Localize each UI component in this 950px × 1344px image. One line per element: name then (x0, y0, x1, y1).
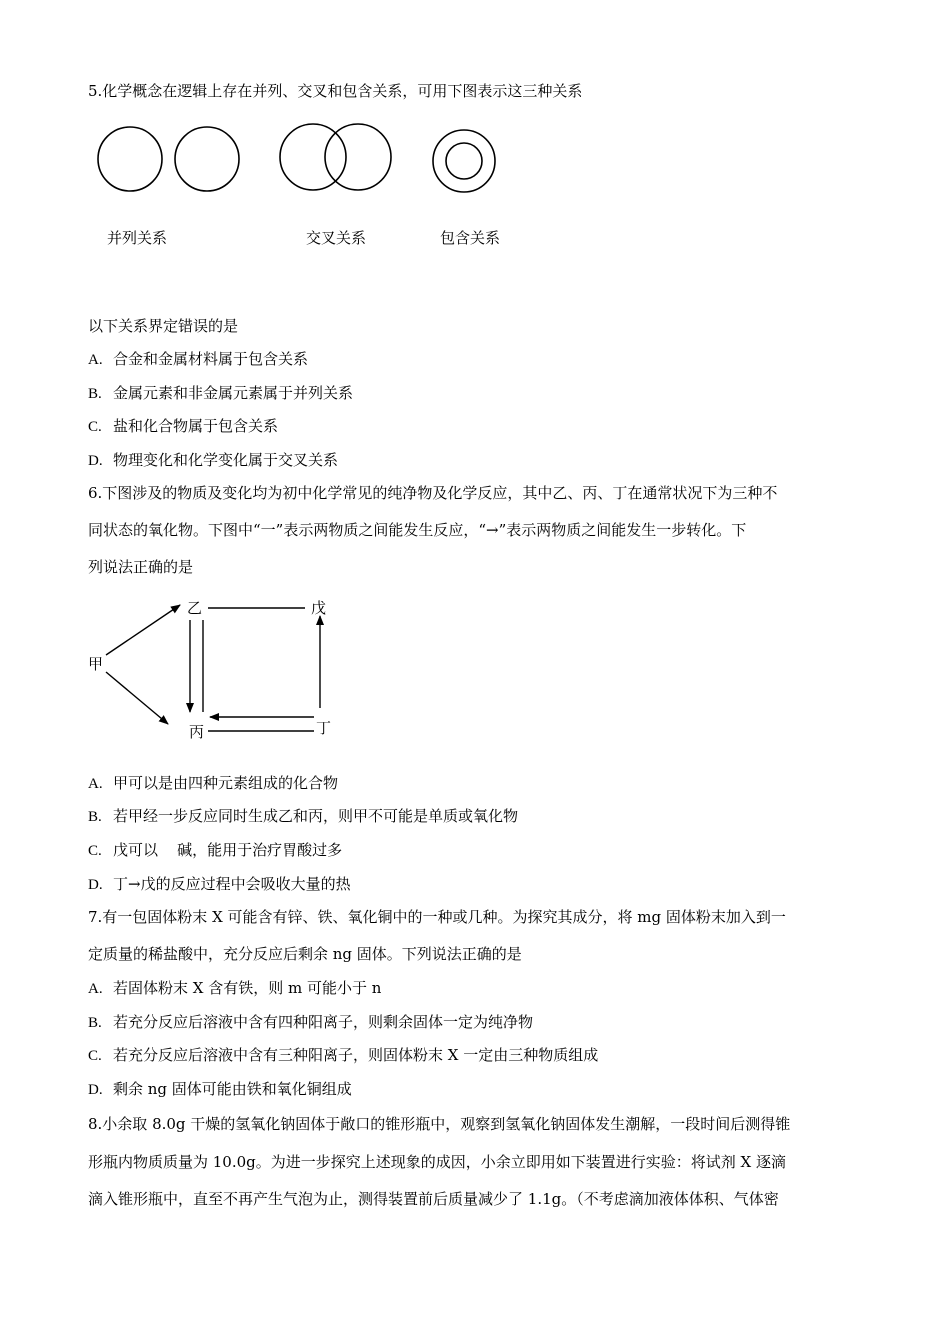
node-wu: 戊 (311, 599, 327, 617)
q6-stem-line3: 列说法正确的是 (88, 558, 194, 576)
q5-option-d: D. 物理变化和化学变化属于交叉关系 (88, 451, 339, 469)
q6-stem-line1: 6.下图涉及的物质及变化均为初中化学常见的纯净物及化学反应，其中乙、丙、丁在通常状况下为三种不 (88, 484, 778, 502)
q7-stem-line2: 定质量的稀盐酸中，充分反应后剩余 ng 固体。下列说法正确的是 (88, 945, 522, 963)
q7-stem-line1: 7.有一包固体粉末 X 可能含有锌、铁、氧化铜中的一种或几种。为探究其成分，将 mg 固体粉末加入到一 (88, 908, 786, 926)
q6-stem-line2: 同状态的氧化物。下图中“一”表示两物质之间能发生反应，“→”表示两物质之间能发生一步转化。下 (88, 521, 747, 539)
q7-option-a: A. 若固体粉末 X 含有铁，则 m 可能小于 n (88, 979, 382, 997)
label-contain: 包含关系 (440, 229, 501, 247)
q7-option-d: D. 剩余 ng 固体可能由铁和氧化铜组成 (88, 1080, 352, 1098)
q7-option-b: B. 若充分反应后溶液中含有四种阳离子，则剩余固体一定为纯净物 (88, 1013, 534, 1031)
q8-stem-line1: 8.小余取 8.0g 干燥的氢氧化钠固体于敞口的锥形瓶中，观察到氢氧化钠固体发生潮解，一段时间后测得锥 (88, 1115, 791, 1133)
arrow-jia-to-bing (106, 672, 168, 724)
q7-option-c: C. 若充分反应后溶液中含有三种阳离子，则固体粉末 X 一定由三种物质组成 (88, 1046, 599, 1064)
q5-stem: 5.化学概念在逻辑上存在并列、交叉和包含关系，可用下图表示这三种关系 (88, 82, 583, 100)
q6-option-b: B. 若甲经一步反应同时生成乙和丙，则甲不可能是单质或氧化物 (88, 807, 519, 825)
q5-option-b: B. 金属元素和非金属元素属于并列关系 (88, 384, 354, 402)
q5-option-c: C. 盐和化合物属于包含关系 (88, 417, 279, 435)
label-cross: 交叉关系 (306, 229, 367, 247)
q8-stem-line2: 形瓶内物质质量为 10.0g。为进一步探究上述现象的成因，小余立即用如下装置进行实验：将试剂 X 逐滴 (88, 1153, 786, 1171)
q6-option-d: D. 丁→戊的反应过程中会吸收大量的热 (88, 875, 351, 893)
label-parallel: 并列关系 (107, 229, 168, 247)
node-jia: 甲 (88, 655, 104, 673)
node-bing: 丙 (189, 723, 205, 741)
node-ding: 丁 (316, 719, 332, 737)
q5-question: 以下关系界定错误的是 (88, 317, 239, 335)
arrow-jia-to-yi (106, 605, 180, 655)
q6-option-a: A. 甲可以是由四种元素组成的化合物 (88, 774, 339, 792)
q8-stem-line3: 滴入锥形瓶中，直至不再产生气泡为止，测得装置前后质量减少了 1.1g。（不考虑滴加液体体积、气体密 (88, 1190, 779, 1208)
node-yi: 乙 (187, 599, 203, 617)
q6-option-c: C. 戊可以 碱，能用于治疗胃酸过多 (88, 841, 343, 859)
q5-option-a: A. 合金和金属材料属于包含关系 (88, 350, 309, 368)
